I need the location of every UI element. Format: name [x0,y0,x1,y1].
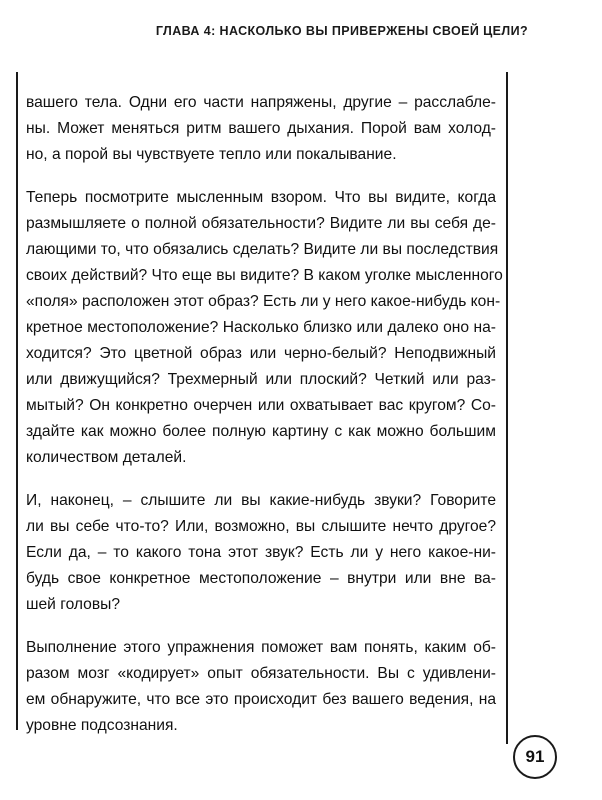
text-line: разом мозг «кодирует» опыт обязательности. Вы с удивлени- [26,665,496,682]
text-line: или движущийся? Трехмерный или плоский? Четкий или раз- [26,371,496,388]
text-line: Если да, – то какого тона этот звук? Есть ли у него какое-ни- [26,544,496,561]
left-margin-rule [16,72,18,730]
text-line: уровне подсознания. [26,717,178,734]
text-line: Выполнение этого упражнения поможет вам понять, каким об- [26,639,496,656]
paragraph-3 [26,488,496,618]
text-line: лающими то, что обязались сделать? Видите ли вы последствия [26,241,499,258]
text-line: «поля» расположен этот образ? Есть ли у него какое-нибудь кон- [26,293,501,310]
text-line: количеством деталей. [26,449,187,466]
right-margin-rule [506,72,508,744]
text-line: кретное местоположение? Насколько близко или далеко оно на- [26,319,496,336]
text-line: своих действий? Что еще вы видите? В каком уголке мысленного [26,267,503,284]
text-line: вашего тела. Одни его части напряжены, другие – расслабле- [26,94,496,111]
paragraph-1 [26,90,496,168]
body-text [26,90,503,756]
page-number-badge [513,735,557,779]
page-number: 91 [525,747,545,766]
text-line: И, наконец, – слышите ли вы какие-нибудь звуки? Говорите [26,492,496,509]
text-line: ны. Может меняться ритм вашего дыхания. Порой вам холод- [26,120,496,137]
text-line: мытый? Он конкретно очерчен или охватывает вас кругом? Со- [26,397,496,414]
text-line: здайте как можно более полную картину с как можно большим [26,423,496,440]
text-line: шей головы? [26,596,121,613]
text-line: Теперь посмотрите мысленным взором. Что вы видите, когда [26,189,496,206]
paragraph-4 [26,635,496,739]
text-line: но, а порой вы чувствуете тепло или покалывание. [26,146,397,163]
text-line: ходится? Это цветной образ или черно-белый? Неподвижный [26,345,496,362]
text-line: ли вы себе что-то? Или, возможно, вы слышите нечто другое? [26,518,496,535]
paragraph-2 [26,185,503,471]
text-line: размышляете о полной обязательности? Видите ли вы себя де- [26,215,496,232]
running-header: ГЛАВА 4: НАСКОЛЬКО ВЫ ПРИВЕРЖЕНЫ СВОЕЙ ЦЕЛИ? [155,24,528,38]
text-line: будь свое конкретное местоположение – внутри или вне ва- [26,570,496,587]
text-line: ем обнаружите, что все это происходит без вашего ведения, на [26,691,496,708]
